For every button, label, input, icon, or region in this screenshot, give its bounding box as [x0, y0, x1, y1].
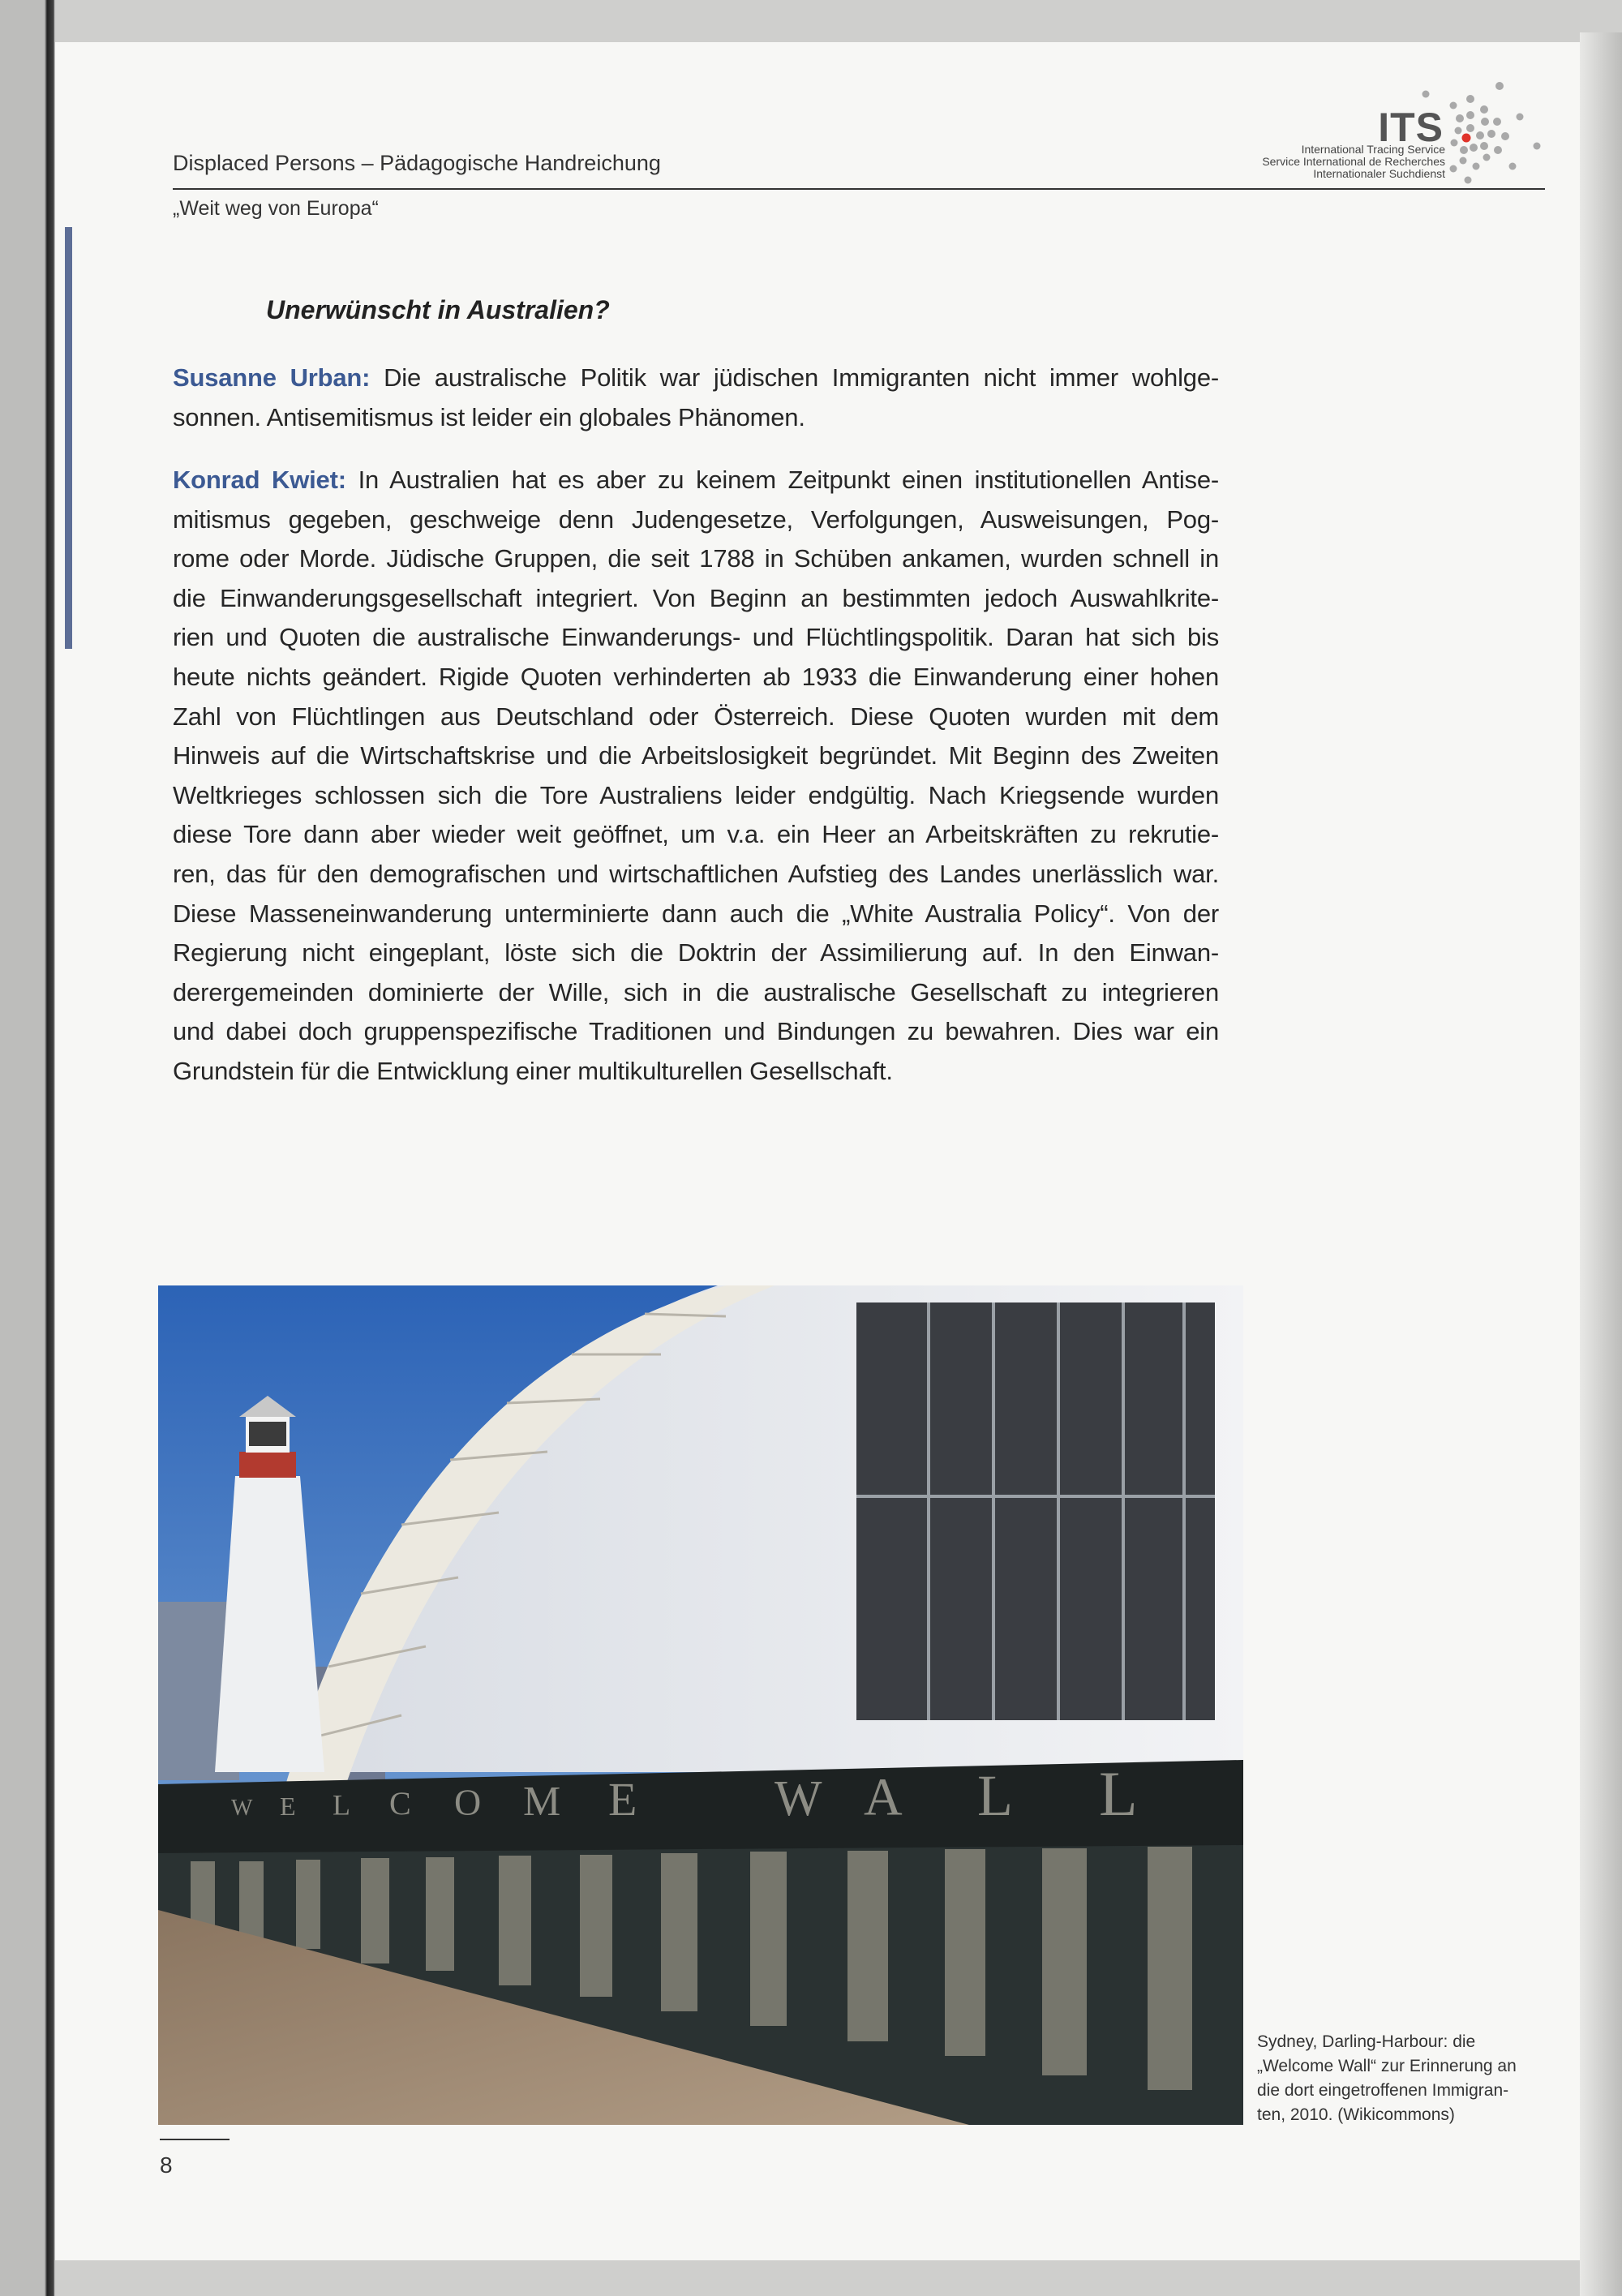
speaker-name: Konrad Kwiet: [173, 466, 346, 494]
wall-letter: C [389, 1785, 411, 1822]
photo-illustration [158, 1285, 1243, 2125]
wall-letter: E [608, 1773, 637, 1826]
caption-line: die dort eingetroffenen Immigran- [1257, 2081, 1509, 2100]
wall-letter: M [523, 1778, 561, 1825]
text-line: Grundstein für die Entwicklung einer multikulturellen Gesellschaft. [173, 1056, 893, 1085]
text-line: Zahl von Flüchtlingen aus Deutschland oder Österreich. Diese Quoten wurden mit dem [173, 702, 1219, 731]
wall-letter: W [775, 1770, 822, 1826]
paragraph-urban [173, 358, 1219, 437]
text-line: sonnen. Antisemitismus ist leider ein globales Phänomen. [173, 402, 805, 431]
article-heading: Unerwünscht in Australien? [266, 295, 610, 324]
header-subtitle: „Weit weg von Europa“ [173, 197, 379, 220]
wall-letter: W [231, 1796, 253, 1822]
text-line: Weltkrieges schlossen sich die Tore Australiens leider endgültig. Nach Kriegsende wurden [173, 780, 1219, 809]
wall-letter: O [454, 1781, 482, 1823]
wall-letter: E [280, 1791, 296, 1821]
its-line-de: Internationaler Suchdienst [1313, 167, 1445, 180]
its-red-dot [1462, 134, 1471, 143]
caption-line: Sydney, Darling-Harbour: die [1257, 2032, 1476, 2051]
wall-letter: L [333, 1788, 350, 1822]
text-line: diese Tore dann aber wieder weit geöffnet, um v.a. ein Heer an Arbeitskräften zu rekrutie- [173, 820, 1219, 849]
text-line: In Australien hat es aber zu keinem Zeitpunkt einen institutionellen Antise- [345, 466, 1220, 494]
its-line-fr: Service International de Recherches [1262, 155, 1445, 168]
caption-line: „Welcome Wall“ zur Erinnerung an [1257, 2057, 1517, 2075]
wall-letter: L [1099, 1758, 1138, 1830]
text-line: rome oder Morde. Jüdische Gruppen, die seit 1788 in Schüben ankamen, wurden schnell in [173, 544, 1219, 573]
text-line: mitismus gegeben, geschweige denn Judengesetze, Verfolgungen, Ausweisungen, Pog- [173, 504, 1219, 534]
paragraph-kwiet [173, 461, 1219, 1092]
accent-bar [65, 227, 72, 649]
speaker-name: Susanne Urban: [173, 363, 371, 392]
its-wordmark: ITS [1378, 105, 1444, 150]
text-line: Hinweis auf die Wirtschaftskrise und die Arbeitslosigkeit begründet. Mit Beginn des Zweiten [173, 741, 1219, 770]
glass-wall [856, 1302, 1215, 1720]
scan-edge [0, 0, 55, 2296]
wall-letter: L [977, 1762, 1013, 1828]
its-logo [1216, 73, 1557, 195]
photo-caption [1257, 2030, 1517, 2127]
text-line: Regierung nicht eingeplant, löste sich die Doktrin der Assimilierung auf. In den Einwan- [173, 938, 1219, 968]
page-number: 8 [160, 2152, 173, 2178]
text-line: Diese Masseneinwanderung unterminierte dann auch die „White Australia Policy“. Von der [173, 899, 1219, 928]
welcome-wall-photo [158, 1285, 1243, 2125]
wall-letter: A [864, 1767, 903, 1827]
text-line: heute nichts geändert. Rigide Quoten verhinderten ab 1933 die Einwanderung einer hohen [173, 662, 1219, 691]
header-title: Displaced Persons – Pädagogische Handreichung [173, 151, 661, 175]
text-line: derergemeinden dominierte der Wille, sich in die australische Gesellschaft zu integrieren [173, 977, 1219, 1006]
text-line: Die australische Politik war jüdischen Immigranten nicht immer wohlge- [370, 363, 1219, 392]
its-line-en: International Tracing Service [1301, 143, 1445, 156]
text-line: und dabei doch gruppenspezifische Traditionen und Bindungen zu bewahren. Dies war ein [173, 1017, 1219, 1046]
text-line: ren, das für den demografischen und wirtschaftlichen Aufstieg des Landes unerlässlich war. [173, 859, 1219, 888]
text-line: die Einwanderungsgesellschaft integriert. Von Beginn an bestimmten jedoch Auswahlkrite- [173, 583, 1219, 612]
footer-rule [160, 2139, 230, 2140]
next-page-edge [1580, 32, 1622, 2296]
text-line: rien und Quoten die australische Einwanderungs- und Flüchtlingspolitik. Daran hat sich bis [173, 623, 1219, 652]
caption-line: ten, 2010. (Wikicommons) [1257, 2105, 1455, 2124]
